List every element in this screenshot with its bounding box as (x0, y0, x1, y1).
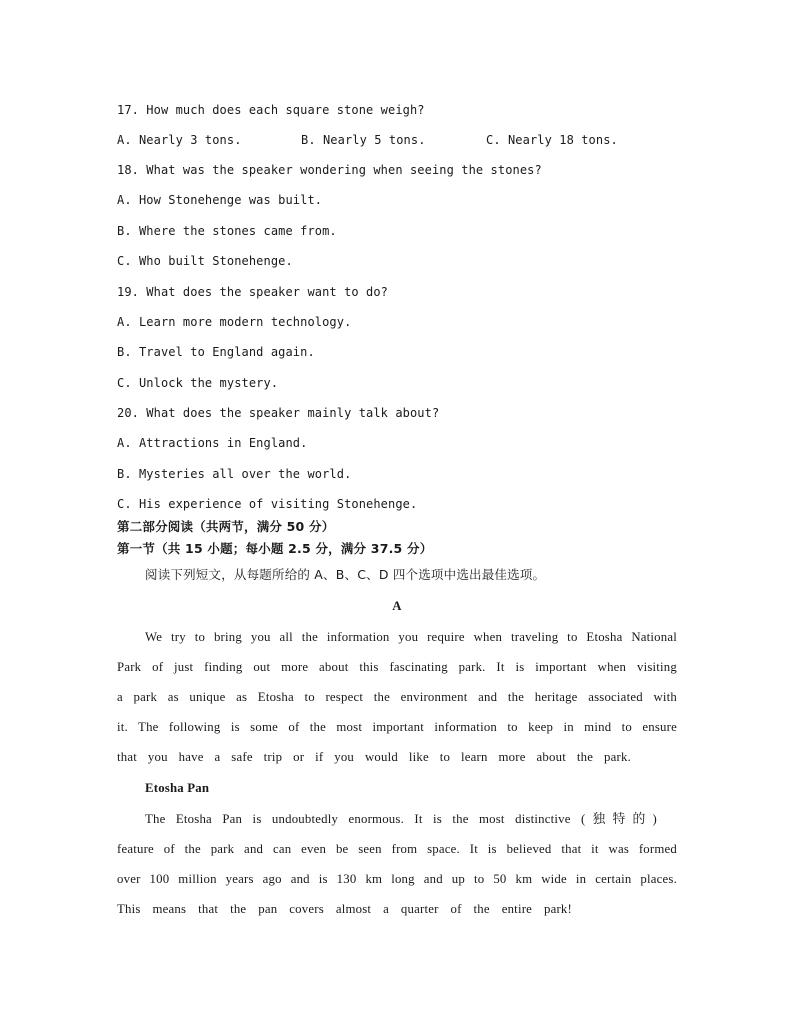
paragraph-line: that you have a safe trip or if you would like to learn more about the park. (117, 750, 631, 764)
part-heading: 第二部分阅读（共两节，满分 50 分） (117, 519, 335, 534)
option-c: C. His experience of visiting Stonehenge. (117, 497, 418, 511)
paragraph-line: Park of just finding out more about this fascinating park. It is important when visiting (117, 660, 677, 674)
question-20: 20. What does the speaker mainly talk about? (117, 406, 440, 420)
option-a: A. Learn more modern technology. (117, 315, 352, 329)
paragraph-line: We try to bring you all the information you require when traveling to Etosha National (145, 630, 677, 644)
paragraph-line: a park as unique as Etosha to respect the environment and the heritage associated with (117, 690, 677, 704)
paragraph-line: The Etosha Pan is undoubtedly enormous. It is the most distinctive (独特的) (145, 812, 657, 826)
option-c: C. Nearly 18 tons. (486, 133, 618, 147)
question-17: 17. How much does each square stone weigh? (117, 103, 425, 117)
option-b: B. Where the stones came from. (117, 224, 337, 238)
option-a: A. Nearly 3 tons. (117, 133, 242, 147)
instruction-text: 阅读下列短文，从每题所给的 A、B、C、D 四个选项中选出最佳选项。 (145, 567, 546, 582)
option-a: A. Attractions in England. (117, 436, 308, 450)
paragraph-line: This means that the pan covers almost a quarter of the entire park! (117, 902, 572, 916)
section-subtitle: Etosha Pan (145, 781, 210, 795)
option-c: C. Who built Stonehenge. (117, 254, 293, 268)
section-heading: 第一节（共 15 小题；每小题 2.5 分，满分 37.5 分） (117, 541, 433, 556)
option-b: B. Nearly 5 tons. (301, 133, 426, 147)
option-a: A. How Stonehenge was built. (117, 193, 323, 207)
option-b: B. Mysteries all over the world. (117, 467, 352, 481)
question-19: 19. What does the speaker want to do? (117, 285, 389, 299)
option-c: C. Unlock the mystery. (117, 376, 279, 390)
paragraph-line: over 100 million years ago and is 130 km long and up to 50 km wide in certain places. (117, 872, 677, 886)
paragraph-line: feature of the park and can even be seen from space. It is believed that it was formed (117, 842, 677, 856)
passage-label: A (392, 599, 402, 613)
option-b: B. Travel to England again. (117, 345, 315, 359)
question-17-options (117, 132, 717, 148)
question-18: 18. What was the speaker wondering when seeing the stones? (117, 163, 542, 177)
paragraph-line: it. The following is some of the most important information to keep in mind to ensure (117, 720, 677, 734)
